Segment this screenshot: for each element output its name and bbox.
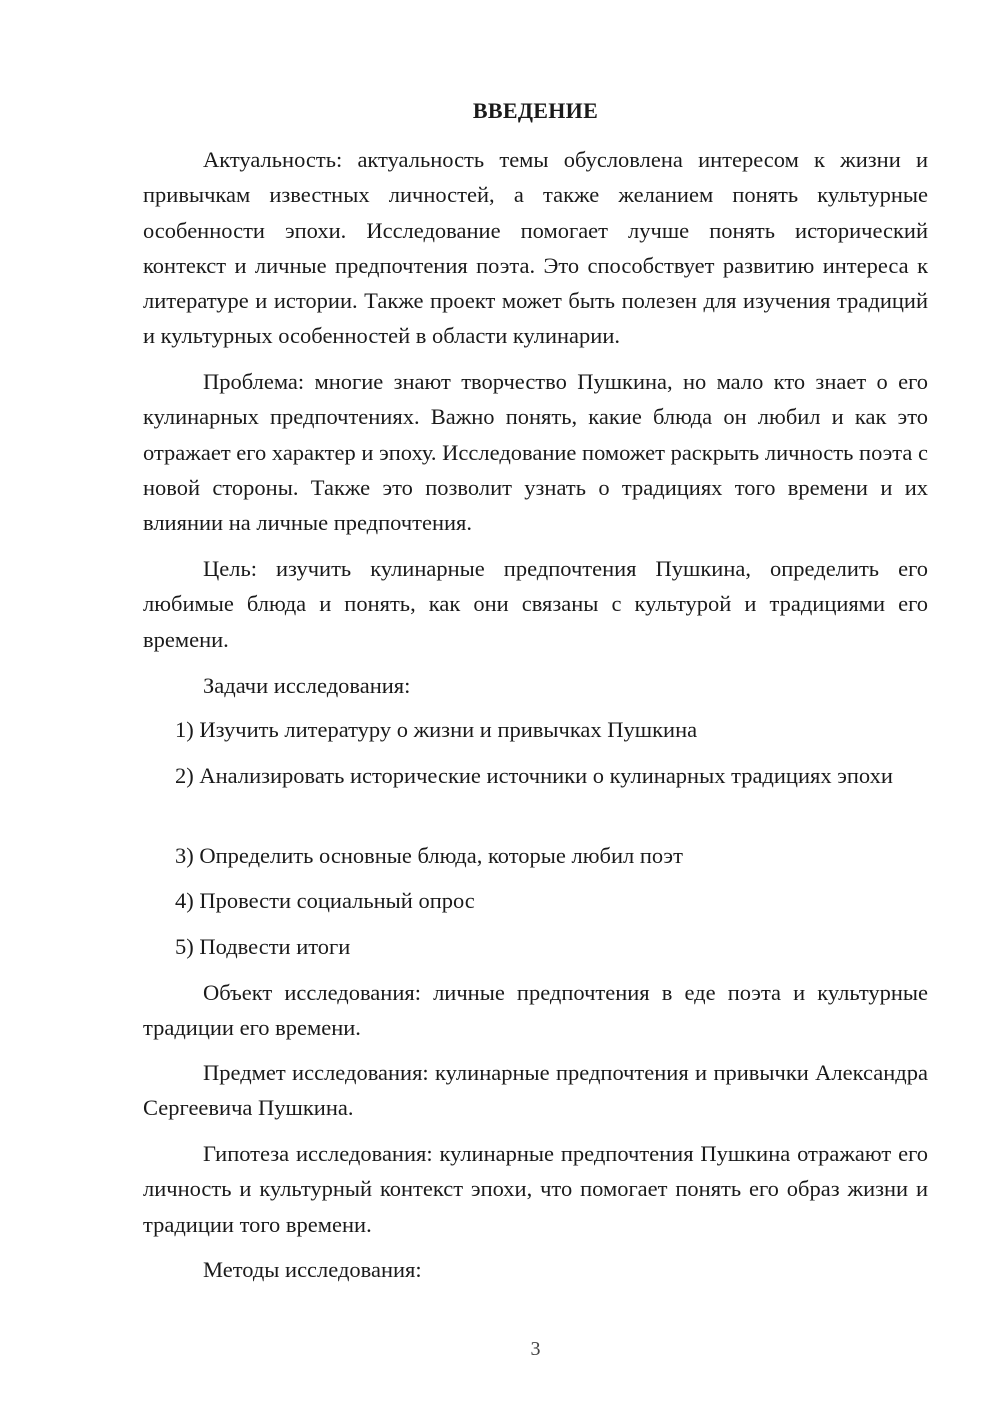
problem-paragraph: Проблема: многие знают творчество Пушкина, но мало кто знает о его кулинарных предпочтениях. Важно понять, какие блюда он любил и как это отражает его характер и эпоху. Исследование поможет раскрыть личность поэта с новой стороны. Также это позволит узнать о традициях того времени и их влиянии на личные предпочтения.	[143, 369, 928, 536]
section-title: ВВЕДЕНИЕ	[472, 98, 599, 123]
subject-paragraph: Предмет исследования: кулинарные предпочтения и привычки Александра Сергеевича Пушкина.	[143, 1060, 928, 1121]
task-item-4: 4) Провести социальный опрос	[175, 888, 475, 913]
tasks-heading: Задачи исследования:	[203, 673, 411, 698]
goal-paragraph: Цель: изучить кулинарные предпочтения Пушкина, определить его любимые блюда и понять, как они связаны с культурой и традициями его времени.	[143, 556, 928, 652]
object-paragraph: Объект исследования: личные предпочтения в еде поэта и культурные традиции его времени.	[143, 980, 928, 1041]
task-item-1: 1) Изучить литературу о жизни и привычках Пушкина	[175, 717, 698, 742]
relevance-paragraph: Актуальность: актуальность темы обусловлена интересом к жизни и привычкам известных личностей, а также желанием понять культурные особенности эпохи. Исследование помогает лучше понять исторический контекст и личные предпочтения поэта. Это способствует развитию интереса к литературе и истории. Также проект может быть полезен для изучения традиций и культурных особенностей в области кулинарии.	[143, 147, 928, 349]
document-page	[143, 0, 928, 1414]
task-item-5: 5) Подвести итоги	[175, 934, 351, 959]
hypothesis-paragraph: Гипотеза исследования: кулинарные предпочтения Пушкина отражают его личность и культурный контекст эпохи, что помогает понять его образ жизни и традиции того времени.	[143, 1141, 928, 1237]
task-item-3: 3) Определить основные блюда, которые любил поэт	[175, 843, 683, 868]
page-number: 3	[530, 1338, 541, 1360]
task-item-2: 2) Анализировать исторические источники о кулинарных традициях эпохи	[175, 763, 893, 788]
methods-heading: Методы исследования:	[203, 1257, 422, 1282]
